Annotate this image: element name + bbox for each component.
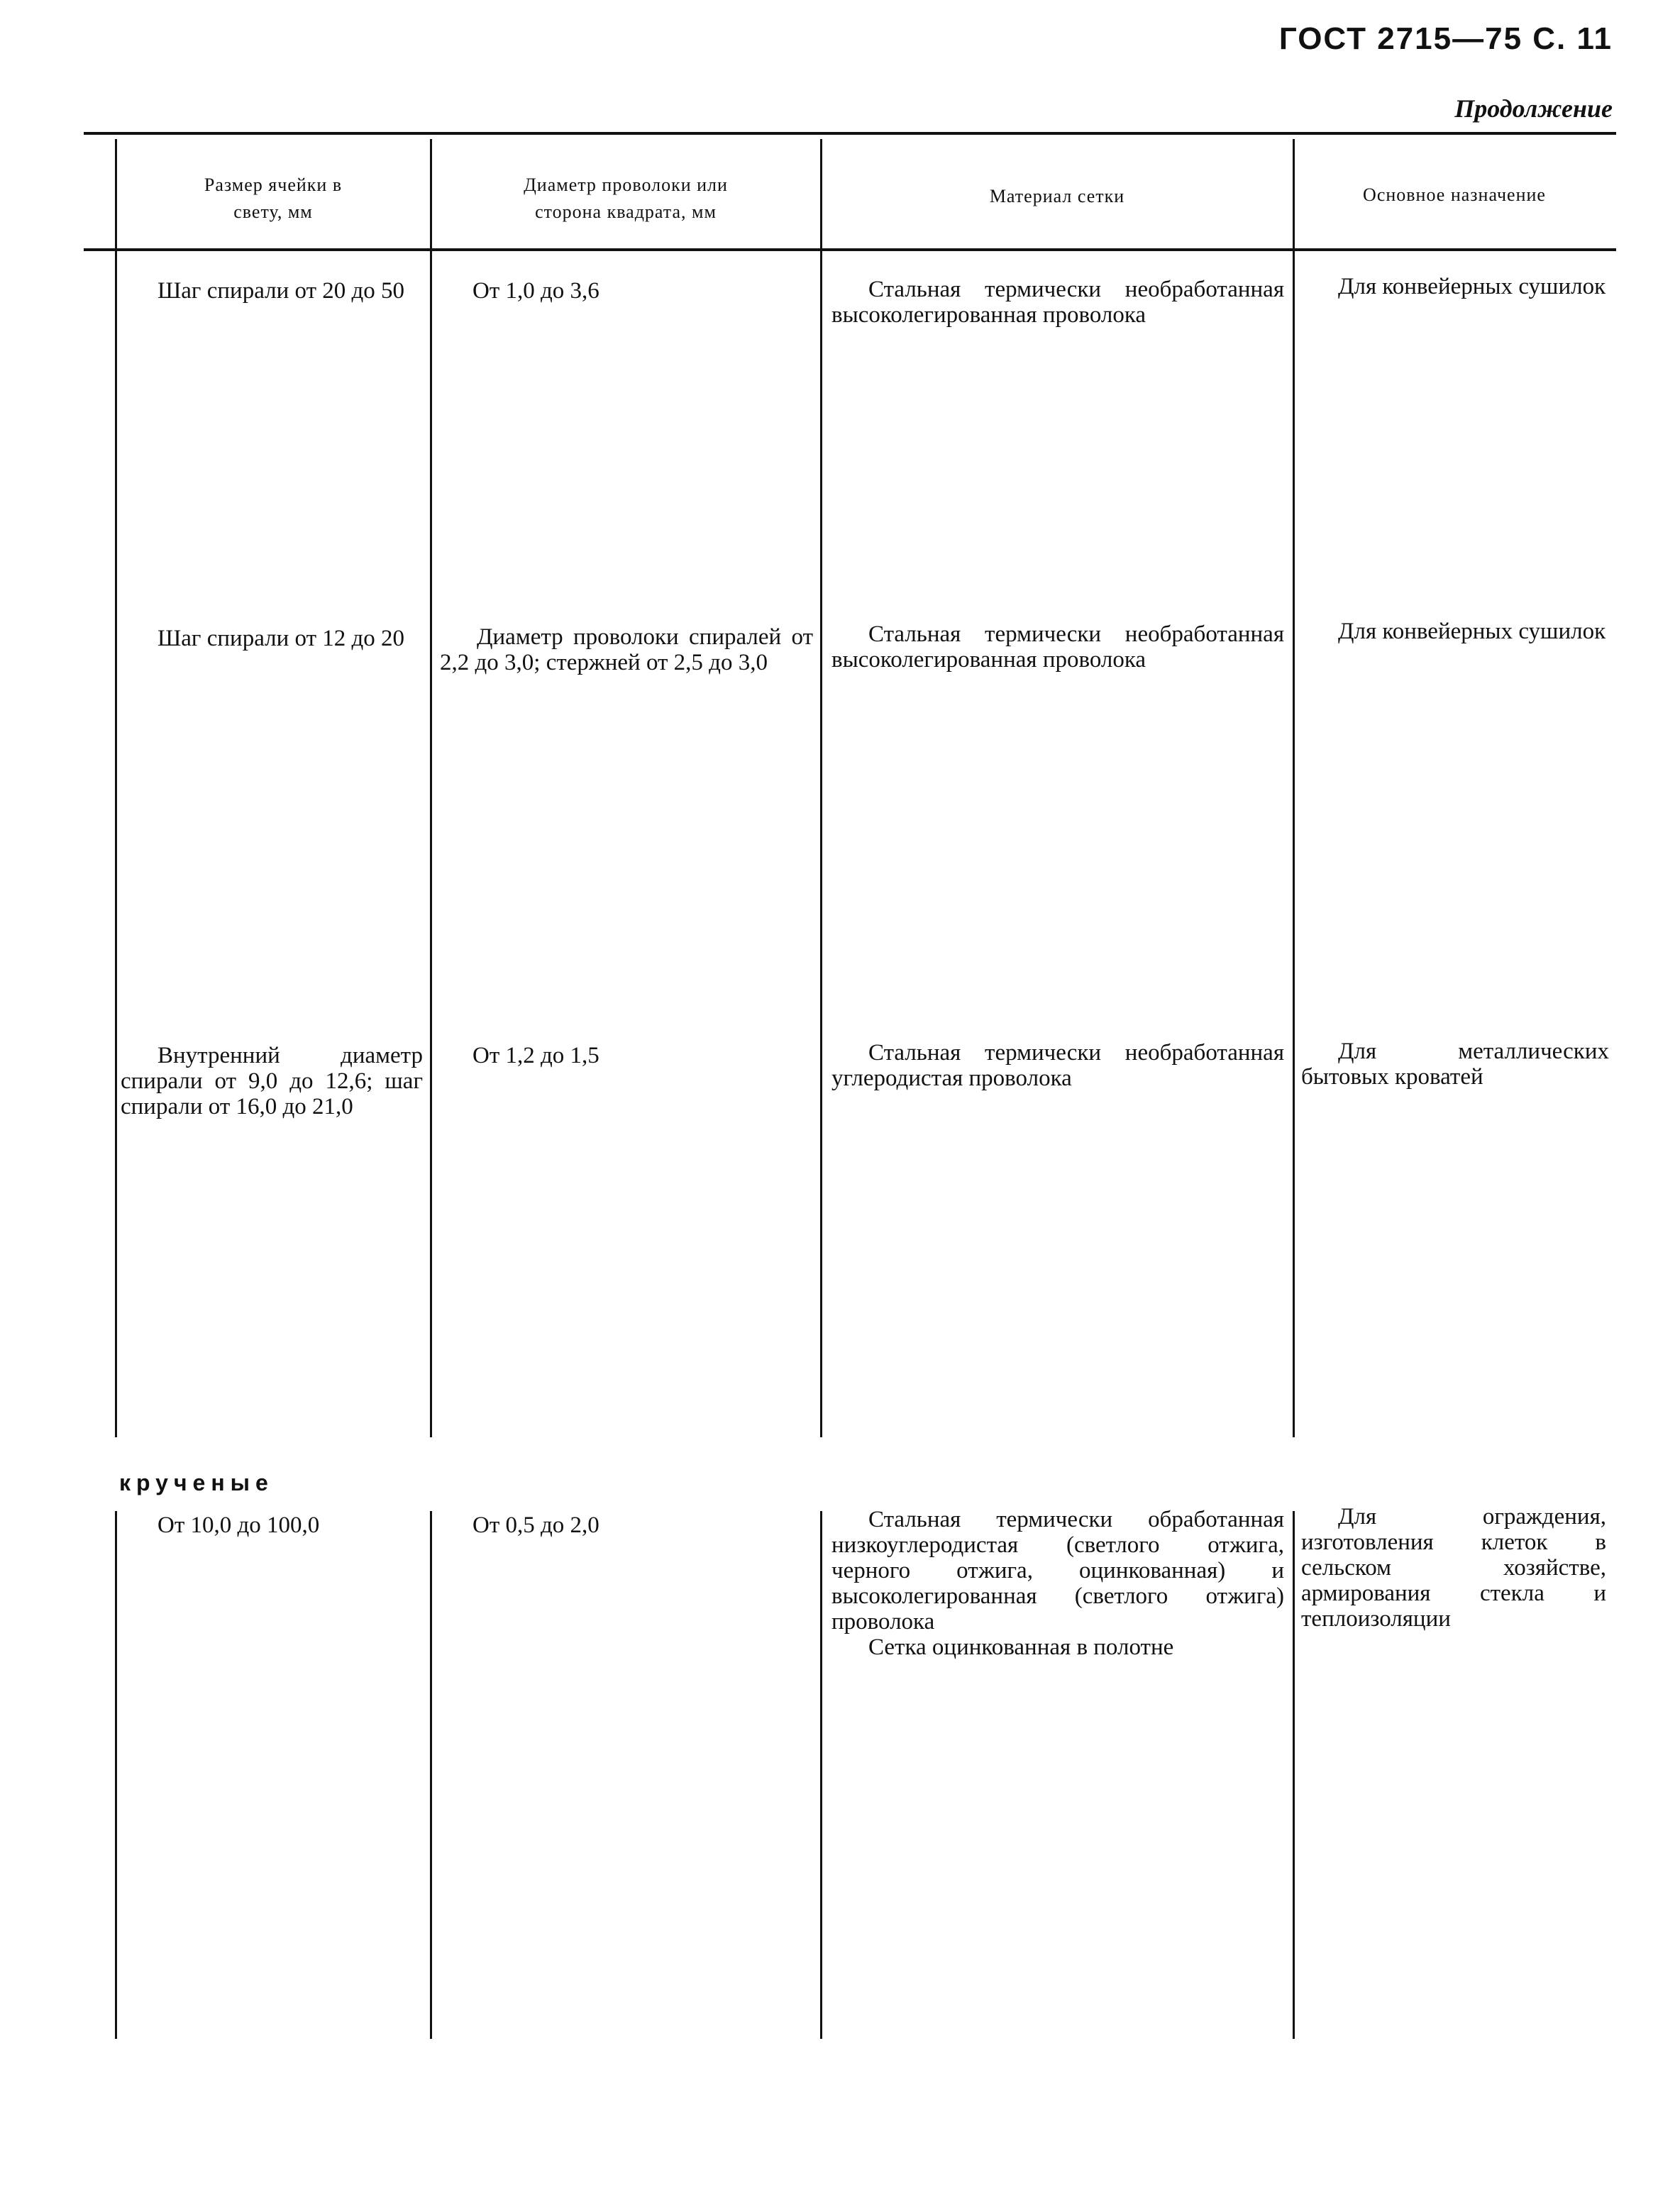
table-header-rule	[84, 248, 1616, 251]
material-cell	[831, 1507, 1284, 1660]
column-divider	[820, 139, 822, 1437]
column-header: Диаметр проволоки или сторона квадрата, мм	[524, 175, 728, 222]
table-cell: Для конвейерных сушилок	[1338, 619, 1606, 644]
table-cell: Внутренний диаметр спирали от 9,0 до 12,6; шаг спирали от 16,0 до 21,0	[121, 1043, 423, 1119]
section-title: крученые	[119, 1470, 274, 1495]
table-cell: Для металлических бытовых кроватей	[1301, 1039, 1609, 1090]
table-cell: От 10,0 до 100,0	[158, 1512, 320, 1538]
table-cell: От 1,0 до 3,6	[472, 278, 599, 304]
column-divider	[115, 139, 117, 1437]
column-divider	[1293, 1511, 1295, 2039]
column-divider	[115, 1511, 117, 2039]
column-divider	[430, 1511, 432, 2039]
column-header: Материал сетки	[989, 186, 1125, 206]
table-cell: Для конвейерных сушилок	[1338, 274, 1606, 299]
table-cell: От 0,5 до 2,0	[472, 1512, 599, 1538]
column-divider	[430, 139, 432, 1437]
table-cell: Стальная термически обработанная низкоуглеродистая (светлого отжига, черного отжига, оцинкованная) и высоколегированная (светлого отжига) проволока	[831, 1507, 1284, 1634]
table-cell: Диаметр проволоки спиралей от 2,2 до 3,0; стержней от 2,5 до 3,0	[440, 624, 813, 675]
column-header: Размер ячейки в свету, мм	[204, 175, 343, 222]
column-divider	[820, 1511, 822, 2039]
column-divider	[1293, 139, 1295, 1437]
page-title: ГОСТ 2715—75 С. 11	[1278, 21, 1613, 56]
column-header: Основное назначение	[1363, 184, 1546, 205]
material-note: Сетка оцинкованная в полотне	[868, 1634, 1174, 1660]
table-cell: От 1,2 до 1,5	[472, 1043, 599, 1068]
table-cell: Шаг спирали от 20 до 50	[158, 278, 405, 304]
continuation-label: Продолжение	[1454, 94, 1613, 123]
table-cell: Шаг спирали от 12 до 20	[158, 626, 405, 651]
table-top-rule	[84, 132, 1616, 135]
table-cell: Для ограждения, изготовления клеток в сельском хозяйстве, армирования стекла и теплоизоляции	[1301, 1504, 1606, 1632]
table-cell: Стальная термически необработанная высоколегированная проволока	[831, 277, 1284, 328]
table-cell: Стальная термически необработанная высоколегированная проволока	[831, 621, 1284, 673]
table-cell: Стальная термически необработанная углеродистая проволока	[831, 1040, 1284, 1091]
